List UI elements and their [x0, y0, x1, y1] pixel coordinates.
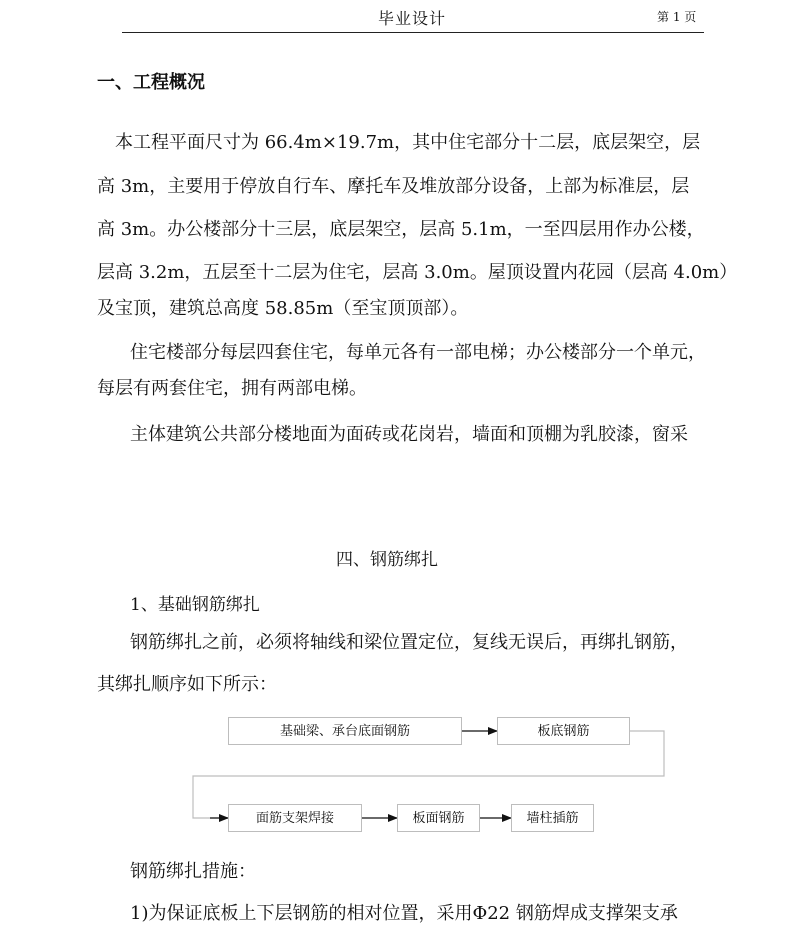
flow-box-top-support-welding: 面筋支架焊接 — [228, 804, 362, 832]
paragraph-line: 本工程平面尺寸为 66.4m×19.7m，其中住宅部分十二层，底层架空，层 — [115, 132, 701, 153]
paragraph-line: 高 3m。办公楼部分十三层，底层架空，层高 5.1m，一至四层用作办公楼， — [97, 219, 705, 240]
paragraph-line: 高 3m，主要用于停放自行车、摩托车及堆放部分设备，上部为标准层，层 — [97, 176, 690, 197]
flow-box-slab-top-rebar: 板面钢筋 — [397, 804, 480, 832]
paragraph-line: 每层有两套住宅，拥有两部电梯。 — [97, 378, 367, 399]
subsection-heading: 1、基础钢筋绑扎 — [130, 595, 260, 615]
paragraph-line: 层高 3.2m，五层至十二层为住宅，层高 3.0m。屋顶设置内花园（层高 4.0m） — [97, 262, 738, 283]
paragraph-line: 及宝顶，建筑总高度 58.85m（至宝顶顶部）。 — [97, 298, 469, 319]
flow-box-wall-column-dowels: 墙柱插筋 — [511, 804, 594, 832]
paragraph-line: 住宅楼部分每层四套住宅，每单元各有一部电梯；办公楼部分一个单元， — [130, 342, 706, 363]
section-heading-overview: 一、工程概况 — [97, 72, 205, 93]
flow-box-foundation-beam-rebar: 基础梁、承台底面钢筋 — [228, 717, 462, 745]
measures-heading: 钢筋绑扎措施： — [130, 861, 256, 882]
page-number: 第 1 页 — [657, 10, 697, 24]
flow-box-slab-bottom-rebar: 板底钢筋 — [497, 717, 630, 745]
paragraph-line: 钢筋绑扎之前，必须将轴线和梁位置定位，复线无误后，再绑扎钢筋， — [130, 632, 688, 653]
paragraph-line: 主体建筑公共部分楼地面为面砖或花岗岩，墙面和顶棚为乳胶漆，窗采 — [130, 424, 688, 445]
paragraph-line: 1)为保证底板上下层钢筋的相对位置，采用Φ22 钢筋焊成支撑架支承 — [130, 903, 678, 924]
header-title: 毕业设计 — [378, 9, 447, 28]
section-heading-rebar: 四、钢筋绑扎 — [336, 550, 438, 570]
paragraph-line: 其绑扎顺序如下所示： — [97, 674, 277, 695]
